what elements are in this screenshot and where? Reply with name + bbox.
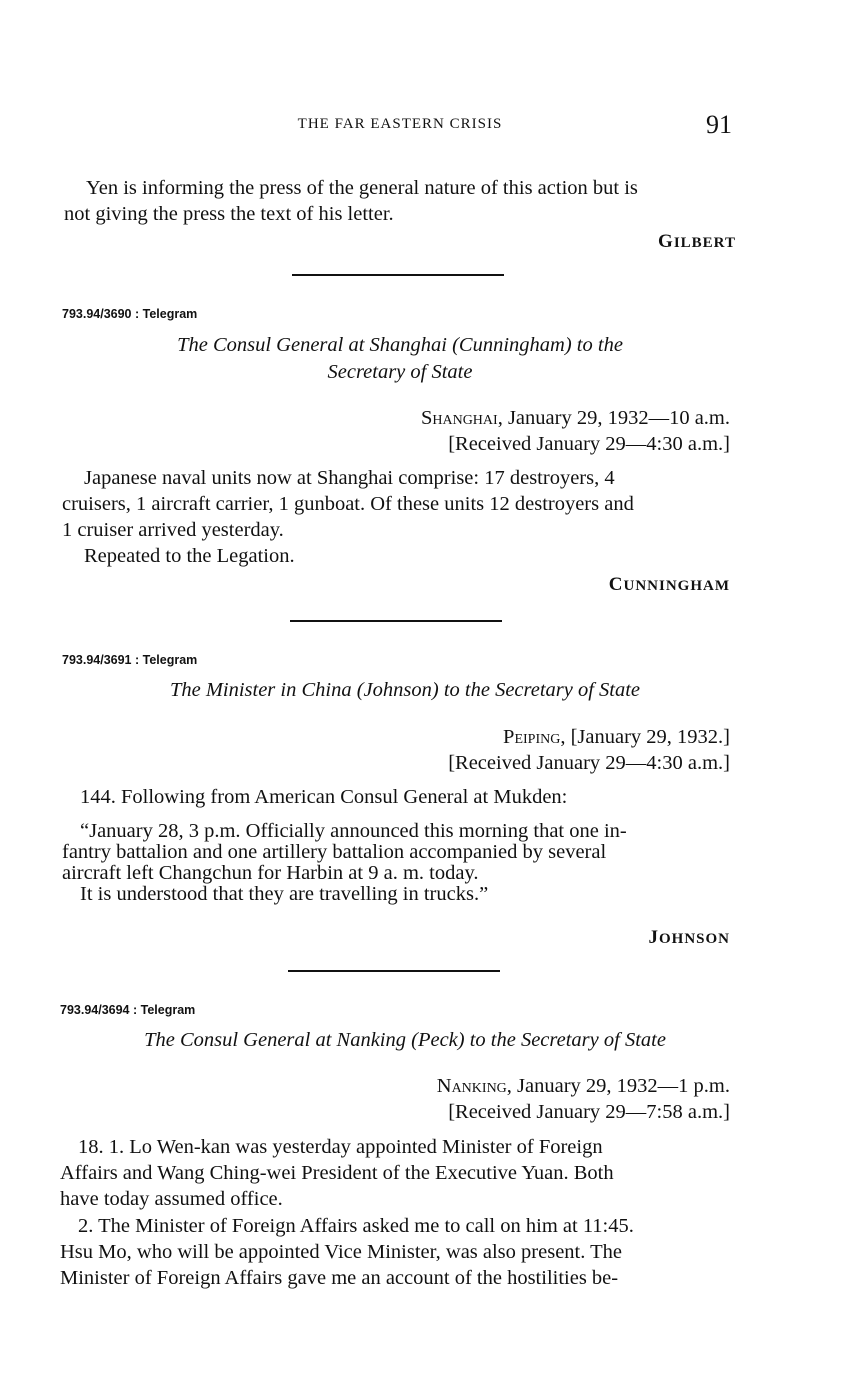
body-line: have today assumed office. bbox=[60, 1188, 283, 1210]
document-file-number: 793.94/3694 : Telegram bbox=[60, 1003, 196, 1017]
quote-line: “January 28, 3 p.m. Officially announced this morning that one in- bbox=[80, 820, 627, 842]
dateline-place: Nanking bbox=[436, 1075, 507, 1097]
signature-cunningham bbox=[609, 574, 730, 596]
body-line: Minister of Foreign Affairs gave me an account of the hostilities be- bbox=[60, 1267, 619, 1289]
signature-rest: OHNSON bbox=[658, 931, 730, 947]
body-line: 2. The Minister of Foreign Affairs asked me to call on him at 11:45. bbox=[78, 1215, 634, 1237]
telegram-body bbox=[62, 465, 738, 569]
dateline bbox=[448, 724, 730, 776]
body-line: cruisers, 1 aircraft carrier, 1 gunboat. Of these units 12 destroyers and bbox=[62, 493, 634, 515]
dateline bbox=[437, 1073, 730, 1125]
received-line: [Received January 29—4:30 a.m.] bbox=[448, 433, 730, 455]
carryover-line-2: not giving the press the text of his letter. bbox=[64, 203, 394, 225]
document-title-line: Secretary of State bbox=[327, 361, 473, 383]
section-divider bbox=[292, 274, 504, 276]
carryover-paragraph bbox=[64, 175, 740, 227]
signature-rest: UNNINGHAM bbox=[623, 578, 730, 594]
dateline-place: Peiping bbox=[503, 726, 561, 748]
dateline-date: , [January 29, 1932.] bbox=[560, 726, 730, 748]
received-line: [Received January 29—7:58 a.m.] bbox=[448, 1101, 730, 1123]
document-file-number: 793.94/3690 : Telegram bbox=[62, 307, 198, 321]
signature-initial: G bbox=[658, 231, 674, 252]
quote-line: It is understood that they are travelling in trucks.” bbox=[80, 883, 489, 905]
received-line: [Received January 29—4:30 a.m.] bbox=[448, 752, 730, 774]
body-line: Japanese naval units now at Shanghai comprise: 17 destroyers, 4 bbox=[84, 467, 615, 489]
carryover-line-1: Yen is informing the press of the general nature of this action but is bbox=[86, 177, 638, 199]
dateline-date: , January 29, 1932—1 p.m. bbox=[506, 1075, 730, 1097]
signature-gilbert bbox=[658, 231, 736, 253]
document-title bbox=[60, 1027, 750, 1054]
body-line: 1 cruiser arrived yesterday. bbox=[62, 519, 284, 541]
quote-line: aircraft left Changchun for Harbin at 9 a. m. today. bbox=[62, 862, 479, 884]
quoted-telegram bbox=[62, 821, 738, 905]
dateline-place: Shanghai bbox=[420, 407, 498, 429]
page-number: 91 bbox=[706, 110, 732, 139]
body-line: Hsu Mo, who will be appointed Vice Minister, was also present. The bbox=[60, 1241, 622, 1263]
section-divider bbox=[290, 620, 502, 622]
document-title-line: The Consul General at Nanking (Peck) to the Secretary of State bbox=[144, 1029, 666, 1051]
running-title: THE FAR EASTERN CRISIS bbox=[297, 116, 503, 132]
intro-line: 144. Following from American Consul General at Mukden: bbox=[80, 786, 568, 808]
body-line: Affairs and Wang Ching-wei President of the Executive Yuan. Both bbox=[60, 1162, 614, 1184]
signature-rest: ILBERT bbox=[673, 235, 736, 251]
signature-initial: C bbox=[608, 574, 624, 595]
signature-johnson bbox=[648, 927, 730, 949]
telegram-intro bbox=[62, 784, 738, 810]
document-title bbox=[60, 677, 750, 704]
document-file-number: 793.94/3691 : Telegram bbox=[62, 653, 198, 667]
quote-line: fantry battalion and one artillery battalion accompanied by several bbox=[62, 841, 607, 863]
document-title-line: The Minister in China (Johnson) to the Secretary of State bbox=[169, 679, 641, 701]
repeated-note: Repeated to the Legation. bbox=[84, 545, 295, 567]
document-title-line: The Consul General at Shanghai (Cunningham) to the bbox=[177, 334, 623, 356]
telegram-paragraph-2 bbox=[60, 1213, 736, 1291]
document-title bbox=[60, 332, 740, 386]
body-line: 18. 1. Lo Wen-kan was yesterday appointed Minister of Foreign bbox=[78, 1136, 603, 1158]
signature-initial: J bbox=[648, 927, 659, 948]
section-divider bbox=[288, 970, 500, 972]
dateline-date: , January 29, 1932—10 a.m. bbox=[497, 407, 730, 429]
telegram-paragraph-1 bbox=[60, 1134, 736, 1212]
dateline bbox=[421, 405, 730, 457]
